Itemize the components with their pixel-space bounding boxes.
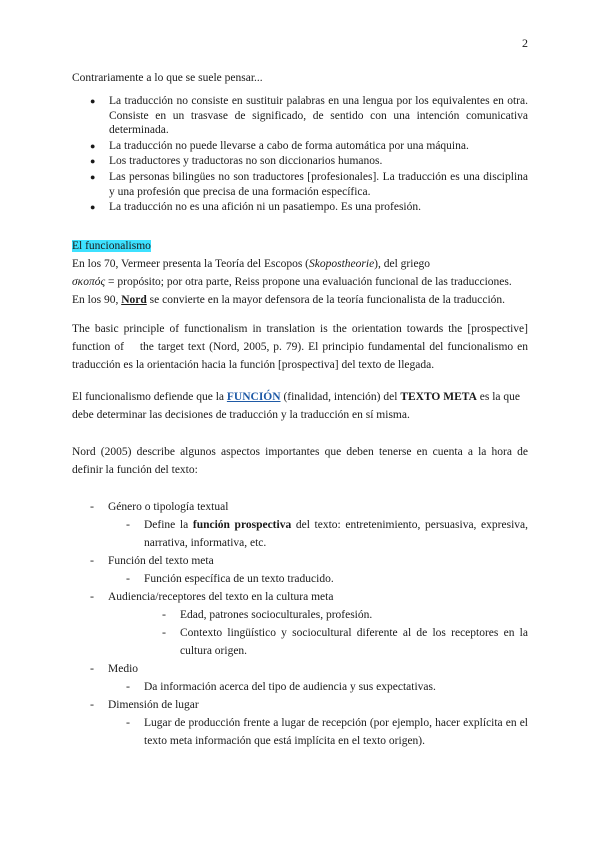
aspect-audiencia: Audiencia/receptores del texto en la cultura meta [108,591,334,603]
aspect-audiencia-sub1: Edad, patrones socioculturales, profesión. [180,609,373,621]
aspect-genero-sub [144,517,528,535]
dash-marker: - [126,517,130,531]
dash-marker: - [90,499,94,513]
p1-text-e: se convierte en la mayor defensora de la teoría funcionalista de la traducción. [146,294,506,306]
aspect-dimension-sub: Lugar de producción frente a lugar de recepción (por ejemplo, hacer explícita en el [144,717,528,729]
dash-marker: - [90,553,94,567]
p4-line1: Nord (2005) describe algunos aspectos importantes que deben tenerse en cuenta a la hora de [72,446,528,458]
section-title: El funcionalismo [72,240,151,252]
list-item: ● La traducción no puede llevarse a cabo de forma automática por una máquina. [90,139,528,154]
genero-sub-text-b: del texto: entretenimiento, persuasiva, expresiva, [291,519,528,531]
p1-line3 [72,292,528,309]
aspect-genero-sub-line2: narrativa, informativa, etc. [144,537,267,549]
p3-text-a: El funcionalismo defiende que la [72,391,227,403]
p3-text-c: es la que [476,391,521,403]
section-title-wrap [72,238,528,255]
intro-text: Contrariamente a lo que se suele pensar... [72,72,263,84]
genero-sub-text-a: Define la [144,519,193,531]
list-item: ● La traducción no es una afición ni un pasatiempo. Es una profesión. [90,200,528,215]
aspect-medio: Medio [108,663,139,675]
aspect-dimension: Dimensión de lugar [108,699,199,711]
p1-text-a: En los 70, Vermeer presenta la Teoría del Escopos ( [72,258,310,270]
funcion-prospectiva-term: función prospectiva [192,519,292,531]
p3-text-b: (finalidad, intención) del [280,391,401,403]
dash-marker: - [162,607,166,621]
p1-line2 [72,274,528,291]
dash-marker: - [126,715,130,729]
list-item: ● Los traductores y traductoras no son diccionarios humanos. [90,154,528,169]
nord-name: Nord [121,294,147,306]
dash-marker: - [90,589,94,603]
page-number: 2 [522,36,528,50]
dash-marker: - [90,697,94,711]
p2-line3: traducción es la orientación hacia la función [prospectiva] del texto de llegada. [72,359,435,371]
p3-line2: debe determinar las decisiones de traducción y la traducción en sí misma. [72,409,410,421]
dash-marker: - [126,571,130,585]
dash-marker: - [126,679,130,693]
funcion-term: FUNCIÓN [226,391,281,403]
aspect-funcion: Función del texto meta [108,555,214,567]
list-item: ● Las personas bilingües no son traductores [profesionales]. La traducción es una disciplina y una profesión que precisa de una formación específica. [90,170,528,199]
p1-text-d: En los 90, [72,294,122,306]
dash-marker: - [162,625,166,639]
myths-list [90,94,528,215]
p2-line2: function of the target text (Nord, 2005, p. 79). El principio fundamental del funcionalismo en [72,341,528,353]
skopostheorie-term: Skopostheorie [309,258,375,270]
dash-marker: - [90,661,94,675]
list-item: ● La traducción no consiste en sustituir palabras en una lengua por los equivalentes en otra. Consiste en un trasvase de significado, de sentido con una intención comunicativa determinada. [90,94,528,138]
aspect-medio-sub: Da información acerca del tipo de audiencia y sus expectativas. [144,681,436,693]
aspect-dimension-sub-line2: texto meta información que está implícita en el texto origen). [144,735,426,747]
p2-line1: The basic principle of functionalism in translation is the orientation towards the [prospective] [72,323,528,335]
greek-term: σκοπός [72,276,106,288]
p4-line2: definir la función del texto: [72,464,198,476]
p1-text-c: = propósito; por otra parte, Reiss propone una evaluación funcional de las traducciones. [105,276,512,288]
aspect-genero: Género o tipología textual [108,501,229,513]
p1-text-b: ), del griego [374,258,431,270]
aspect-audiencia-sub2: Contexto lingüístico y sociocultural diferente al de los receptores en la [180,627,528,639]
p1-line1 [72,256,528,273]
aspect-audiencia-sub2-line2: cultura origen. [180,645,248,657]
texto-meta-term: TEXTO META [400,391,477,403]
aspect-funcion-sub: Función específica de un texto traducido. [144,573,334,585]
p3-line1 [72,389,528,406]
